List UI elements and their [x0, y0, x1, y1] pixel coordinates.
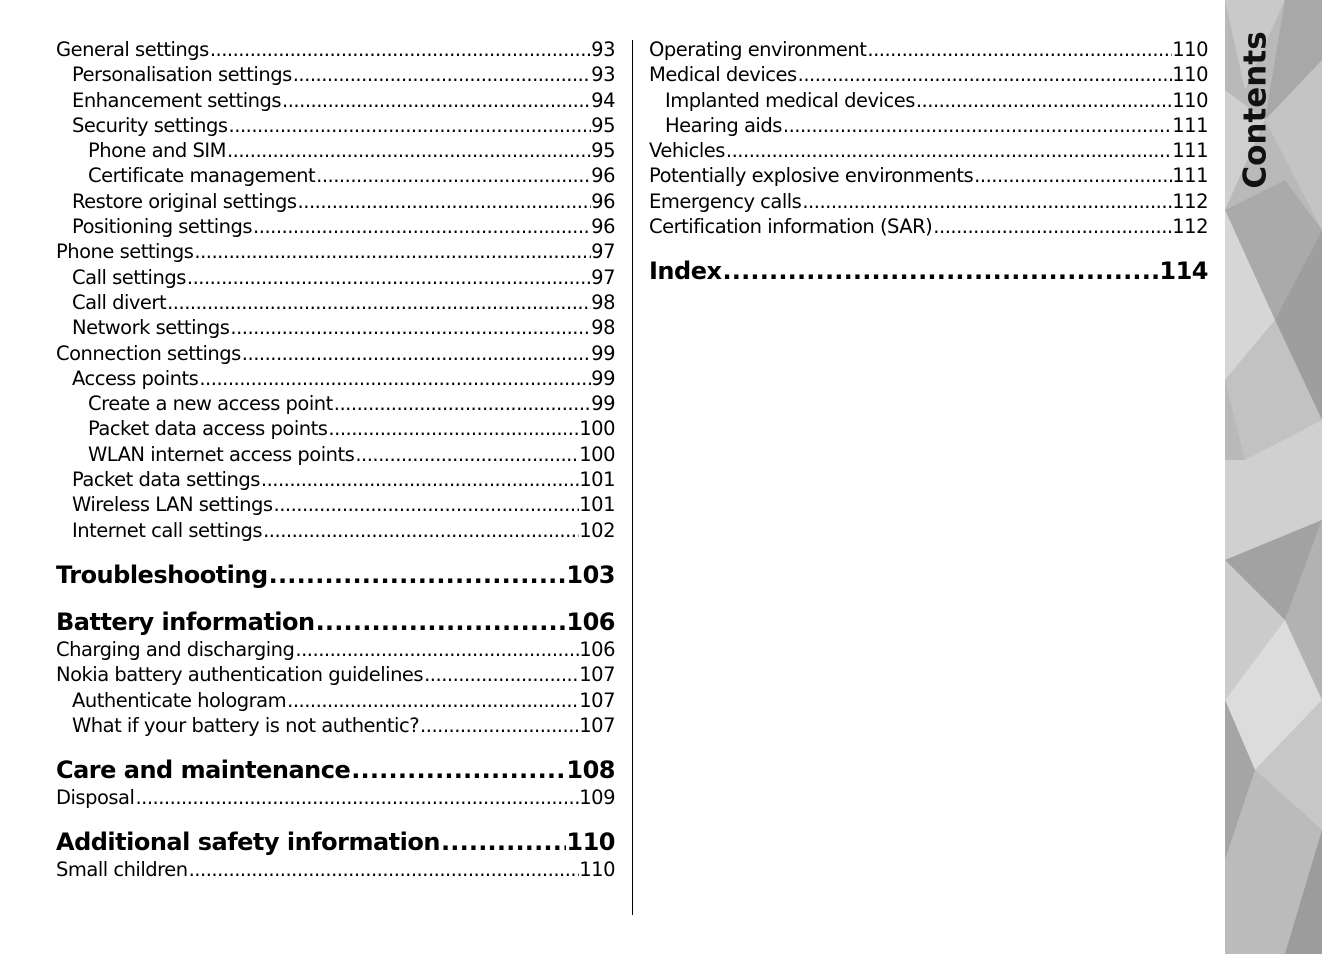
- toc-entry[interactable]: [56, 785, 615, 810]
- toc-entry-title: Personalisation settings: [72, 63, 292, 87]
- toc-entry[interactable]: [649, 37, 1208, 62]
- toc-entry-page: 106: [579, 637, 615, 661]
- toc-entry-page: 99: [591, 341, 615, 365]
- toc-entry-title: Troubleshooting: [56, 560, 268, 589]
- toc-entry-page: 99: [591, 366, 615, 390]
- toc-entry-title: Disposal: [56, 786, 135, 810]
- dot-leader: [802, 189, 1172, 214]
- toc-entry[interactable]: [56, 518, 615, 543]
- dot-leader: [933, 214, 1172, 239]
- toc-entry-title: Battery information: [56, 607, 315, 636]
- dot-leader: [253, 214, 591, 239]
- toc-entry-page: 101: [579, 493, 615, 517]
- toc-entry[interactable]: [56, 214, 615, 239]
- toc-heading-entry[interactable]: [56, 827, 615, 857]
- toc-entry-page: 100: [579, 417, 615, 441]
- dot-leader: [167, 290, 591, 315]
- toc-entry[interactable]: [56, 290, 615, 315]
- toc-entry[interactable]: [56, 442, 615, 467]
- toc-entry-title: Security settings: [72, 113, 228, 137]
- toc-entry[interactable]: [649, 189, 1208, 214]
- dot-leader: [242, 341, 591, 366]
- toc-entry[interactable]: [56, 189, 615, 214]
- toc-entry[interactable]: [56, 62, 615, 87]
- toc-entry-page: 103: [566, 560, 615, 589]
- dot-leader: [189, 857, 580, 882]
- toc-entry[interactable]: [56, 88, 615, 113]
- toc-entry-title: Potentially explosive environments: [649, 164, 974, 188]
- toc-entry-title: Phone and SIM: [88, 139, 226, 163]
- toc-entry-title: Certification information (SAR): [649, 215, 933, 239]
- dot-leader: [269, 560, 567, 590]
- toc-entry-page: 110: [1172, 63, 1208, 87]
- dot-leader: [293, 62, 591, 87]
- toc-entry[interactable]: [56, 138, 615, 163]
- toc-entry-title: Charging and discharging: [56, 637, 295, 661]
- dot-leader: [916, 88, 1172, 113]
- toc-entry[interactable]: [56, 688, 615, 713]
- toc-entry[interactable]: [649, 62, 1208, 87]
- toc-entry-page: 94: [591, 88, 615, 112]
- toc-entry-page: 110: [579, 858, 615, 882]
- toc-heading-entry[interactable]: [56, 755, 615, 785]
- toc-entry-page: 114: [1159, 257, 1208, 286]
- toc-entry-page: 98: [591, 290, 615, 314]
- toc-entry-title: Vehicles: [649, 139, 725, 163]
- dot-leader: [867, 37, 1172, 62]
- toc-heading-entry[interactable]: [56, 607, 615, 637]
- toc-entry-title: Phone settings: [56, 240, 194, 264]
- dot-leader: [210, 37, 591, 62]
- section-label-text: Contents: [1238, 31, 1274, 189]
- toc-entry-page: 95: [591, 139, 615, 163]
- dot-leader: [441, 827, 566, 857]
- toc-entry-page: 96: [591, 164, 615, 188]
- dot-leader: [287, 688, 579, 713]
- section-label: [1226, 31, 1286, 189]
- toc-entry-page: 100: [579, 442, 615, 466]
- toc-entry-page: 102: [579, 518, 615, 542]
- toc-entry[interactable]: [56, 265, 615, 290]
- toc-entry-page: 98: [591, 316, 615, 340]
- dot-leader: [227, 138, 591, 163]
- toc-entry-title: Certificate management: [88, 164, 316, 188]
- dot-leader: [722, 256, 1159, 286]
- toc-entry[interactable]: [56, 391, 615, 416]
- toc-entry[interactable]: [649, 163, 1208, 188]
- toc-entry-title: Hearing aids: [665, 113, 782, 137]
- toc-entry-title: Emergency calls: [649, 189, 802, 213]
- toc-entry-page: 109: [579, 786, 615, 810]
- dot-leader: [316, 163, 591, 188]
- toc-entry[interactable]: [56, 113, 615, 138]
- toc-entry[interactable]: [56, 713, 615, 738]
- toc-entry-title: WLAN internet access points: [88, 442, 355, 466]
- toc-entry-title: Restore original settings: [72, 189, 297, 213]
- toc-entry-title: Wireless LAN settings: [72, 493, 273, 517]
- dot-leader: [298, 189, 592, 214]
- toc-entry-title: Network settings: [72, 316, 230, 340]
- toc-entry[interactable]: [56, 239, 615, 264]
- column-divider: [632, 40, 633, 915]
- toc-entry-page: 93: [591, 63, 615, 87]
- dot-leader: [316, 607, 567, 637]
- toc-entry[interactable]: [56, 467, 615, 492]
- toc-entry-title: Positioning settings: [72, 215, 253, 239]
- toc-entry[interactable]: [56, 341, 615, 366]
- dot-leader: [420, 713, 579, 738]
- dot-leader: [351, 755, 566, 785]
- toc-entry-page: 111: [1172, 139, 1208, 163]
- toc-entry-title: Access points: [72, 366, 199, 390]
- toc-entry-title: Care and maintenance: [56, 756, 351, 785]
- toc-entry[interactable]: [56, 163, 615, 188]
- dot-leader: [230, 315, 591, 340]
- toc-entry-title: Small children: [56, 858, 188, 882]
- dot-leader: [199, 366, 591, 391]
- toc-entry-page: 96: [591, 215, 615, 239]
- dot-leader: [355, 442, 579, 467]
- toc-entry[interactable]: [649, 138, 1208, 163]
- dot-leader: [135, 785, 579, 810]
- dot-leader: [263, 518, 579, 543]
- toc-entry-page: 96: [591, 189, 615, 213]
- toc-entry-page: 110: [1172, 88, 1208, 112]
- toc-entry-page: 107: [579, 688, 615, 712]
- dot-leader: [424, 662, 579, 687]
- toc-heading-entry[interactable]: [56, 560, 615, 590]
- toc-entry[interactable]: [649, 214, 1208, 239]
- toc-entry-page: 101: [579, 468, 615, 492]
- dot-leader: [274, 492, 580, 517]
- toc-entry-page: 99: [591, 392, 615, 416]
- toc-entry-title: Additional safety information: [56, 828, 440, 857]
- toc-entry-page: 111: [1172, 113, 1208, 137]
- dot-leader: [783, 113, 1172, 138]
- toc-entry-title: Call settings: [72, 265, 186, 289]
- toc-entry[interactable]: [56, 857, 615, 882]
- toc-entry-page: 107: [579, 713, 615, 737]
- dot-leader: [798, 62, 1173, 87]
- toc-entry-title: Call divert: [72, 290, 167, 314]
- toc-entry-title: Connection settings: [56, 341, 241, 365]
- toc-entry-title: Create a new access point: [88, 392, 333, 416]
- toc-entry-page: 112: [1172, 215, 1208, 239]
- toc-entry-title: Nokia battery authentication guidelines: [56, 663, 424, 687]
- toc-entry[interactable]: [56, 366, 615, 391]
- toc-entry[interactable]: [56, 416, 615, 441]
- dot-leader: [282, 88, 591, 113]
- toc-entry[interactable]: [56, 637, 615, 662]
- dot-leader: [229, 113, 592, 138]
- toc-entry-title: Medical devices: [649, 63, 797, 87]
- dot-leader: [261, 467, 579, 492]
- toc-entry-page: 97: [591, 265, 615, 289]
- toc-entry[interactable]: [56, 662, 615, 687]
- dot-leader: [726, 138, 1172, 163]
- toc-entry-title: Packet data access points: [88, 417, 328, 441]
- toc-entry-title: Authenticate hologram: [72, 688, 287, 712]
- toc-entry-title: Operating environment: [649, 38, 867, 61]
- toc-entry-title: What if your battery is not authentic?: [72, 713, 420, 737]
- toc-entry-title: Internet call settings: [72, 518, 263, 542]
- toc-entry[interactable]: [649, 113, 1208, 138]
- toc-entry-page: 110: [1172, 38, 1208, 61]
- toc-entry-page: 111: [1172, 164, 1208, 188]
- toc-entry-title: Index: [649, 257, 722, 286]
- toc-heading-entry[interactable]: [649, 256, 1208, 286]
- toc-entry-title: General settings: [56, 38, 209, 61]
- toc-entry-page: 95: [591, 113, 615, 137]
- toc-entry-page: 97: [591, 240, 615, 264]
- dot-leader: [328, 416, 579, 441]
- toc-entry-page: 106: [566, 607, 615, 636]
- toc-entry-page: 93: [591, 38, 615, 61]
- toc-entry-page: 112: [1172, 189, 1208, 213]
- toc-entry-page: 110: [566, 828, 615, 857]
- dot-leader: [194, 239, 591, 264]
- toc-left-column: [56, 37, 615, 883]
- dot-leader: [295, 637, 579, 662]
- toc-entry-title: Packet data settings: [72, 468, 260, 492]
- toc-right-column: [649, 37, 1208, 286]
- toc-entry-title: Implanted medical devices: [665, 88, 915, 112]
- dot-leader: [974, 163, 1172, 188]
- toc-entry-title: Enhancement settings: [72, 88, 282, 112]
- dot-leader: [187, 265, 591, 290]
- toc-entry[interactable]: [56, 315, 615, 340]
- toc-entry-page: 107: [579, 663, 615, 687]
- dot-leader: [334, 391, 591, 416]
- toc-entry[interactable]: [56, 37, 615, 62]
- toc-entry[interactable]: [649, 88, 1208, 113]
- toc-entry[interactable]: [56, 492, 615, 517]
- toc-entry-page: 108: [566, 756, 615, 785]
